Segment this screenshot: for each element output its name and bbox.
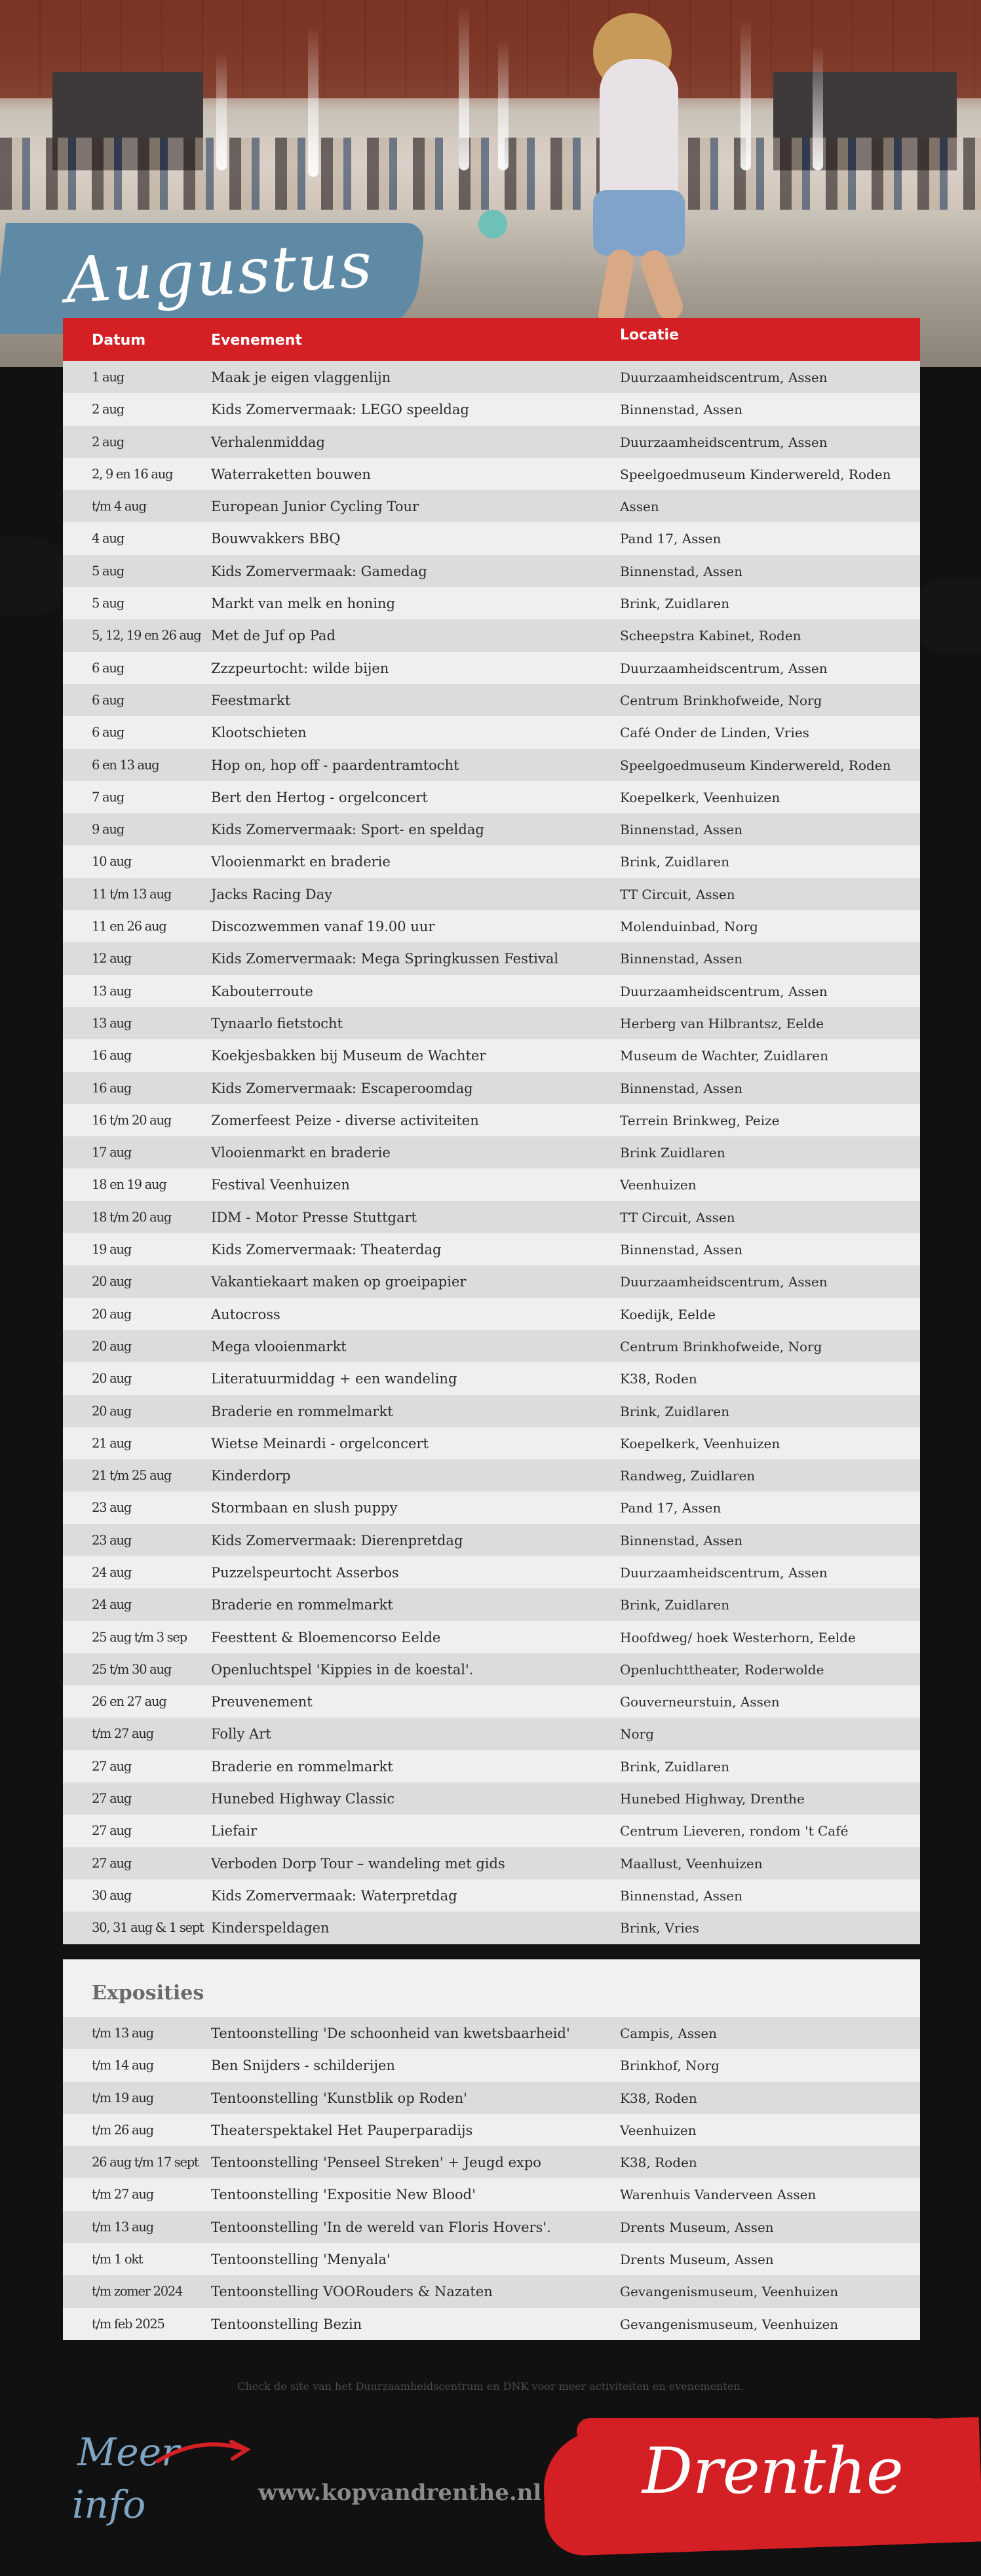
row-date: 19 aug <box>92 1242 131 1258</box>
row-location: Café Onder de Linden, Vries <box>620 725 809 741</box>
table-row <box>63 1685 920 1718</box>
row-location: Centrum Brinkhofweide, Norg <box>620 692 822 708</box>
row-location: Gouverneurstuin, Assen <box>620 1694 780 1710</box>
row-date: t/m 13 aug <box>92 2026 153 2041</box>
row-event: Braderie en rommelmarkt <box>211 1403 393 1419</box>
row-date: t/m 27 aug <box>92 1726 153 1742</box>
row-location: Gevangenismuseum, Veenhuizen <box>620 2316 839 2332</box>
table-row <box>63 1912 920 1944</box>
row-date: 26 aug t/m 17 sept <box>92 2155 199 2170</box>
table-row <box>63 2082 920 2114</box>
row-location: Randweg, Zuidlaren <box>620 1468 756 1484</box>
row-location: Openluchttheater, Roderwolde <box>620 1661 824 1678</box>
row-location: Binnenstad, Assen <box>620 563 743 579</box>
row-date: 6 aug <box>92 692 124 708</box>
table-row <box>63 1556 920 1588</box>
row-event: Literatuurmiddag + een wandeling <box>211 1371 457 1387</box>
row-location: Hoofdweg/ hoek Westerhorn, Eelde <box>620 1629 856 1645</box>
row-location: Duurzaamheidscentrum, Assen <box>620 1274 828 1290</box>
row-event: Zzzpeurtocht: wilde bijen <box>211 660 389 676</box>
table-row <box>63 1750 920 1782</box>
row-date: 2 aug <box>92 402 124 417</box>
row-date: 27 aug <box>92 1791 131 1807</box>
table-row <box>63 1718 920 1750</box>
row-date: 6 aug <box>92 660 124 676</box>
row-date: 18 en 19 aug <box>92 1177 166 1193</box>
header-location: Locatie <box>620 327 679 343</box>
table-row <box>63 2049 920 2081</box>
row-event: Stormbaan en slush puppy <box>211 1500 398 1516</box>
row-event: Kids Zomervermaak: Gamedag <box>211 563 427 579</box>
exposities-title: Exposities <box>92 1982 204 2005</box>
row-event: Braderie en rommelmarkt <box>211 1597 393 1613</box>
row-event: Festival Veenhuizen <box>211 1177 350 1193</box>
table-row <box>63 1330 920 1362</box>
row-date: 20 aug <box>92 1306 131 1322</box>
row-event: Liefair <box>211 1823 258 1839</box>
row-location: Binnenstad, Assen <box>620 822 743 838</box>
exposities-table <box>63 2017 920 2340</box>
row-date: 6 aug <box>92 725 124 740</box>
table-row <box>63 1879 920 1912</box>
table-row <box>63 1168 920 1201</box>
table-row <box>63 1653 920 1685</box>
table-row <box>63 1072 920 1104</box>
row-event: Theaterspektakel Het Pauperparadijs <box>211 2122 473 2138</box>
row-location: Norg <box>620 1726 654 1742</box>
row-date: 11 en 26 aug <box>92 919 166 934</box>
row-location: Museum de Wachter, Zuidlaren <box>620 1048 829 1064</box>
table-row <box>63 1265 920 1298</box>
table-row <box>63 1298 920 1330</box>
row-location: Pand 17, Assen <box>620 531 721 547</box>
table-row <box>63 426 920 458</box>
row-date: 23 aug <box>92 1500 131 1516</box>
table-row <box>63 1524 920 1556</box>
table-row <box>63 2308 920 2340</box>
row-event: Kabouterroute <box>211 983 313 999</box>
table-row <box>63 1104 920 1136</box>
row-location: Binnenstad, Assen <box>620 1532 743 1548</box>
row-location: Herberg van Hilbrantsz, Eelde <box>620 1015 824 1031</box>
table-row <box>63 1847 920 1879</box>
row-location: Brink, Vries <box>620 1920 699 1936</box>
row-location: Centrum Brinkhofweide, Norg <box>620 1338 822 1355</box>
table-row <box>63 361 920 393</box>
row-event: Bouwvakkers BBQ <box>211 531 341 547</box>
row-event: Preuvenement <box>211 1694 313 1710</box>
row-event: Tentoonstelling 'Expositie New Blood' <box>211 2187 476 2203</box>
row-date: 27 aug <box>92 1758 131 1774</box>
row-date: 30, 31 aug & 1 sept <box>92 1920 204 1936</box>
row-location: Pand 17, Assen <box>620 1500 721 1516</box>
row-location: Centrum Lieveren, rondom 't Café <box>620 1823 849 1839</box>
row-event: Feestmarkt <box>211 692 291 708</box>
row-date: 24 aug <box>92 1597 131 1613</box>
row-date: 1 aug <box>92 370 124 385</box>
row-event: Hunebed Highway Classic <box>211 1791 395 1807</box>
row-date: 20 aug <box>92 1371 131 1387</box>
row-event: Tentoonstelling VOORouders & Nazaten <box>211 2284 493 2300</box>
row-location: Duurzaamheidscentrum, Assen <box>620 434 828 450</box>
table-row <box>63 490 920 522</box>
row-location: Duurzaamheidscentrum, Assen <box>620 370 828 385</box>
row-event: Waterraketten bouwen <box>211 466 371 482</box>
row-location: Koepelkerk, Veenhuizen <box>620 789 780 805</box>
row-event: Met de Juf op Pad <box>211 628 336 644</box>
table-row <box>63 2211 920 2243</box>
row-date: 10 aug <box>92 854 131 870</box>
row-date: 25 aug t/m 3 sep <box>92 1629 187 1645</box>
table-row <box>63 845 920 877</box>
row-date: 7 aug <box>92 789 124 805</box>
events-table <box>63 318 920 1944</box>
row-location: Brink, Zuidlaren <box>620 854 729 870</box>
row-date: t/m feb 2025 <box>92 2316 164 2332</box>
row-location: Drents Museum, Assen <box>620 2219 774 2235</box>
table-row <box>63 684 920 716</box>
row-date: 21 t/m 25 aug <box>92 1468 171 1484</box>
row-date: 11 t/m 13 aug <box>92 886 171 902</box>
row-date: 26 en 27 aug <box>92 1694 166 1710</box>
row-event: Maak je eigen vlaggenlijn <box>211 370 391 385</box>
table-row <box>63 555 920 587</box>
row-date: 2, 9 en 16 aug <box>92 466 173 482</box>
row-event: Tentoonstelling Bezin <box>211 2316 362 2332</box>
table-row <box>63 1621 920 1653</box>
row-event: Tynaarlo fietstocht <box>211 1015 343 1031</box>
row-event: Braderie en rommelmarkt <box>211 1758 393 1775</box>
row-location: TT Circuit, Assen <box>620 886 735 902</box>
row-date: 2 aug <box>92 434 124 450</box>
table-row <box>63 1427 920 1459</box>
table-row <box>63 942 920 974</box>
row-location: Molenduinbad, Norg <box>620 919 758 935</box>
row-event: Tentoonstelling 'De schoonheid van kwetsbaarheid' <box>211 2026 570 2041</box>
row-date: 20 aug <box>92 1338 131 1354</box>
row-location: Binnenstad, Assen <box>620 1242 743 1258</box>
row-event: Wietse Meinardi - orgelconcert <box>211 1435 429 1451</box>
row-location: Brinkhof, Norg <box>620 2058 720 2074</box>
row-location: Gevangenismuseum, Veenhuizen <box>620 2284 839 2300</box>
row-event: Kinderdorp <box>211 1468 291 1484</box>
table-row <box>63 1395 920 1427</box>
row-date: 20 aug <box>92 1403 131 1419</box>
row-event: Kids Zomervermaak: Escaperoomdag <box>211 1080 473 1096</box>
row-event: Tentoonstelling 'Penseel Streken' + Jeugd expo <box>211 2155 541 2171</box>
row-event: Verboden Dorp Tour – wandeling met gids <box>211 1855 505 1872</box>
table-row <box>63 878 920 910</box>
row-location: Drents Museum, Assen <box>620 2252 774 2268</box>
row-location: Brink, Zuidlaren <box>620 1403 729 1419</box>
row-event: European Junior Cycling Tour <box>211 499 419 515</box>
row-event: Zomerfeest Peize - diverse activiteiten <box>211 1112 479 1128</box>
row-location: Duurzaamheidscentrum, Assen <box>620 983 828 999</box>
table-row <box>63 975 920 1007</box>
row-date: 17 aug <box>92 1145 131 1161</box>
table-row <box>63 1588 920 1621</box>
table-header <box>63 318 920 361</box>
row-event: Kids Zomervermaak: Mega Springkussen Festival <box>211 951 559 967</box>
row-event: Tentoonstelling 'In de wereld van Floris Hovers'. <box>211 2219 551 2235</box>
row-date: t/m 13 aug <box>92 2219 153 2235</box>
row-location: Brink, Zuidlaren <box>620 596 729 612</box>
row-date: t/m 27 aug <box>92 2187 153 2202</box>
row-date: 25 t/m 30 aug <box>92 1661 171 1677</box>
table-row <box>63 2275 920 2307</box>
table-row <box>63 1815 920 1847</box>
table-row <box>63 1201 920 1233</box>
table-row <box>63 1136 920 1168</box>
row-event: Kids Zomervermaak: Dierenpretdag <box>211 1532 463 1548</box>
table-row <box>63 749 920 781</box>
table-row <box>63 716 920 748</box>
table-row <box>63 2146 920 2178</box>
row-location: Warenhuis Vanderveen Assen <box>620 2187 817 2203</box>
row-location: Veenhuizen <box>620 1177 697 1193</box>
row-event: Kids Zomervermaak: Sport- en speldag <box>211 822 484 838</box>
row-date: 30 aug <box>92 1887 131 1903</box>
row-date: 9 aug <box>92 822 124 837</box>
row-location: Brink, Zuidlaren <box>620 1758 729 1775</box>
table-row <box>63 781 920 813</box>
row-event: Bert den Hertog - orgelconcert <box>211 789 428 805</box>
row-event: Verhalenmiddag <box>211 434 325 450</box>
row-date: 23 aug <box>92 1532 131 1548</box>
row-date: 6 en 13 aug <box>92 757 159 773</box>
row-event: Vakantiekaart maken op groeipapier <box>211 1274 467 1290</box>
row-date: 16 aug <box>92 1080 131 1096</box>
table-row <box>63 393 920 425</box>
table-row <box>63 2114 920 2146</box>
row-event: Koekjesbakken bij Museum de Wachter <box>211 1048 486 1064</box>
table-row <box>63 522 920 554</box>
row-location: Assen <box>620 499 659 515</box>
table-row <box>63 652 920 684</box>
row-date: 4 aug <box>92 531 124 547</box>
row-event: Kids Zomervermaak: Theaterdag <box>211 1242 442 1258</box>
row-event: Jacks Racing Day <box>211 886 333 902</box>
table-row <box>63 458 920 490</box>
month-title: Augustus <box>64 227 375 318</box>
row-location: Speelgoedmuseum Kinderwereld, Roden <box>620 757 891 773</box>
row-location: Duurzaamheidscentrum, Assen <box>620 1564 828 1581</box>
row-event: Discozwemmen vanaf 19.00 uur <box>211 919 435 935</box>
row-date: 21 aug <box>92 1435 131 1451</box>
row-event: Autocross <box>211 1306 280 1322</box>
row-date: 16 aug <box>92 1048 131 1064</box>
row-event: Klootschieten <box>211 725 307 741</box>
table-row <box>63 1007 920 1039</box>
table-row <box>63 2243 920 2275</box>
row-date: 24 aug <box>92 1564 131 1580</box>
row-location: K38, Roden <box>620 2090 697 2106</box>
row-date: t/m 26 aug <box>92 2122 153 2138</box>
row-date: 5 aug <box>92 596 124 611</box>
table-row <box>63 1459 920 1491</box>
row-location: Binnenstad, Assen <box>620 1080 743 1096</box>
row-location: Veenhuizen <box>620 2122 697 2138</box>
row-location: Binnenstad, Assen <box>620 1887 743 1904</box>
row-location: Campis, Assen <box>620 2026 718 2041</box>
row-event: IDM - Motor Presse Stuttgart <box>211 1209 417 1225</box>
table-row <box>63 1362 920 1394</box>
row-date: 13 aug <box>92 983 131 999</box>
row-date: 27 aug <box>92 1823 131 1839</box>
row-location: Maallust, Veenhuizen <box>620 1855 763 1872</box>
table-row <box>63 587 920 619</box>
meer-info-label: Meer info <box>72 2430 180 2527</box>
row-event: Openluchtspel 'Kippies in de koestal'. <box>211 1661 474 1678</box>
row-event: Vlooienmarkt en braderie <box>211 1145 391 1161</box>
row-location: Terrein Brinkweg, Peize <box>620 1112 780 1128</box>
table-row <box>63 619 920 651</box>
row-event: Kids Zomervermaak: LEGO speeldag <box>211 402 469 418</box>
row-location: Binnenstad, Assen <box>620 402 743 418</box>
table-row <box>63 1782 920 1815</box>
row-location: Hunebed Highway, Drenthe <box>620 1791 805 1807</box>
arrow-icon <box>154 2435 252 2474</box>
row-event: Markt van melk en honing <box>211 596 395 612</box>
row-location: Binnenstad, Assen <box>620 951 743 967</box>
footer-note: Check de site van het Duurzaamheidscentrum en DNK voor meer activiteiten en evenementen. <box>237 2380 744 2393</box>
row-date: 5, 12, 19 en 26 aug <box>92 628 201 644</box>
row-location: Speelgoedmuseum Kinderwereld, Roden <box>620 466 891 482</box>
table-row <box>63 2178 920 2210</box>
row-location: TT Circuit, Assen <box>620 1209 735 1225</box>
row-date: t/m 19 aug <box>92 2090 153 2105</box>
row-event: Kids Zomervermaak: Waterpretdag <box>211 1887 457 1904</box>
row-location: Koepelkerk, Veenhuizen <box>620 1435 780 1451</box>
row-location: Scheepstra Kabinet, Roden <box>620 628 801 644</box>
row-event: Kinderspeldagen <box>211 1920 330 1936</box>
header-event: Evenement <box>211 332 302 349</box>
row-event: Tentoonstelling 'Kunstblik op Roden' <box>211 2090 467 2106</box>
table-row <box>63 1491 920 1524</box>
row-date: t/m 14 aug <box>92 2058 153 2073</box>
row-event: Folly Art <box>211 1726 271 1742</box>
row-location: Koedijk, Eelde <box>620 1306 716 1322</box>
row-date: t/m zomer 2024 <box>92 2284 183 2299</box>
drenthe-logo: Drenthe <box>642 2434 904 2508</box>
table-row <box>63 813 920 845</box>
row-event: Ben Snijders - schilderijen <box>211 2058 395 2074</box>
row-date: 13 aug <box>92 1015 131 1031</box>
header-date: Datum <box>92 332 146 349</box>
row-location: K38, Roden <box>620 1371 697 1387</box>
row-date: t/m 1 okt <box>92 2252 143 2267</box>
row-date: 12 aug <box>92 951 131 967</box>
table-row <box>63 1233 920 1265</box>
row-date: 20 aug <box>92 1274 131 1290</box>
row-location: K38, Roden <box>620 2155 697 2171</box>
row-event: Hop on, hop off - paardentramtocht <box>211 757 459 773</box>
table-row <box>63 910 920 942</box>
row-event: Feesttent & Bloemencorso Eelde <box>211 1629 441 1645</box>
row-event: Tentoonstelling 'Menyala' <box>211 2252 391 2268</box>
row-location: Brink Zuidlaren <box>620 1145 725 1161</box>
row-location: Duurzaamheidscentrum, Assen <box>620 660 828 676</box>
row-date: 5 aug <box>92 563 124 579</box>
row-date: 18 t/m 20 aug <box>92 1209 171 1225</box>
table-row <box>63 2017 920 2049</box>
row-event: Puzzelspeurtocht Asserbos <box>211 1564 399 1581</box>
row-date: 16 t/m 20 aug <box>92 1112 171 1128</box>
row-event: Vlooienmarkt en braderie <box>211 854 391 870</box>
row-location: Brink, Zuidlaren <box>620 1597 729 1613</box>
row-date: 27 aug <box>92 1855 131 1871</box>
row-date: t/m 4 aug <box>92 499 146 514</box>
table-row <box>63 1039 920 1071</box>
website-link[interactable]: www.kopvandrenthe.nl <box>258 2480 542 2506</box>
row-event: Mega vlooienmarkt <box>211 1338 347 1355</box>
